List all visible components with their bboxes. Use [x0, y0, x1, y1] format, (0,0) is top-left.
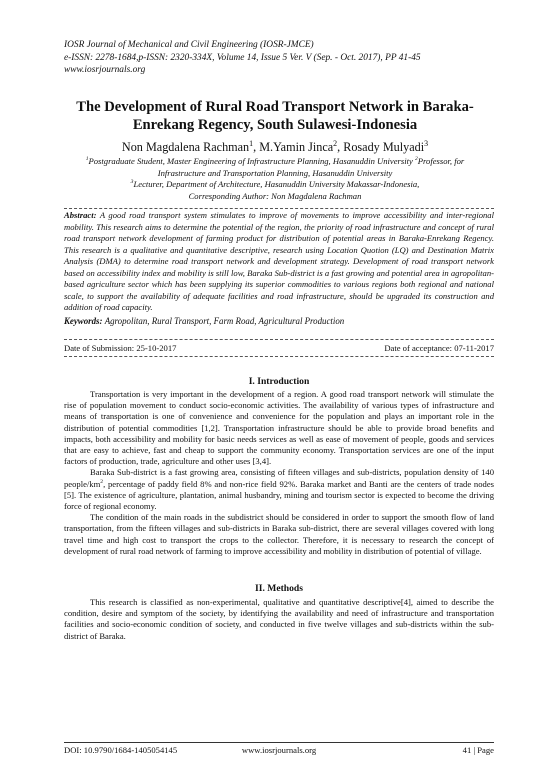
affiliation-line — [52, 179, 498, 191]
affiliation-line — [52, 156, 498, 168]
abstract-paragraph — [64, 210, 494, 314]
journal-issn: e-ISSN: 2278-1684,p-ISSN: 2320-334X, Volume 14, Issue 5 Ver. V (Sep. - Oct. 2017), PP 41-45 — [64, 52, 421, 63]
affiliation-text: Professor, for — [417, 156, 465, 166]
divider — [64, 356, 494, 357]
author-affil-mark: 2 — [333, 138, 338, 148]
affil-mark: 3 — [130, 179, 134, 186]
methods-body — [64, 597, 494, 642]
affiliation-text: Lecturer, Department of Architecture, Hasanuddin University Makassar-Indonesia, — [133, 179, 420, 190]
divider — [64, 339, 494, 340]
introduction-body — [64, 389, 494, 557]
date-of-acceptance: Date of acceptance: 07-11-2017 — [384, 343, 494, 353]
author-list: Non Magdalena Rachman$^1$, M.Yamin Jinca$^2$, Rosady Mulyadi$^3$ — [121, 138, 429, 154]
keywords — [64, 315, 494, 327]
paper-title: The Development of Rural Road Transport Network in Baraka-Enrekang Regency, South Sulawesi-Indonesia — [76, 99, 474, 133]
author-name: Non Magdalena Rachman — [121, 140, 250, 154]
footer-doi: DOI: 10.9790/1684-1405054145 — [64, 745, 178, 755]
affiliation-text: Postgraduate Student, Master Engineering of Infrastructure Planning, Hasanuddin University — [88, 156, 415, 166]
footer-page-number: 41 | Page — [462, 745, 494, 755]
paragraph: Transportation is very important in the development of a region. A good road transport network will stimulate the rise of population movement to conduct socio-economic activities. The availability of various types of infrastructure and means of transportation is one of convenience and convenience for the population and plays an important role in the distribution of potential commodities [1,2]. Transportation infrastructure should be able to provide broad benefits and impacts, both accessibility and mobility for basic needs services as well as ease of movement of people, goods and services that are easy to achieve, fast and cheap to support the community economy. Transportation services are one of the input factors of production, trade, agriculture and other uses [3,4]. — [64, 389, 494, 467]
affil-mark: 2 — [414, 156, 418, 163]
footer-url: www.iosrjournals.org — [241, 745, 317, 755]
affil-mark: 1 — [85, 156, 89, 163]
journal-website: www.iosrjournals.org — [64, 65, 146, 76]
paragraph — [64, 467, 494, 512]
corresponding-author: Corresponding Author: Non Magdalena Rachman — [188, 190, 362, 201]
journal-name: IOSR Journal of Mechanical and Civil Engineering (IOSR-JMCE) — [64, 40, 314, 50]
affiliations — [52, 156, 498, 202]
section-heading-introduction: I. Introduction — [248, 376, 310, 387]
keywords-label: Keywords: — [64, 315, 103, 326]
author-name: Rosady Mulyadi — [343, 140, 425, 154]
author-name: M.Yamin Jinca — [259, 140, 334, 154]
paragraph-text: Baraka Sub-district is a fast growing area, consisting of fifteen villages and sub-districts, population density of 140 people/km — [64, 467, 494, 489]
author-affil-mark: 1 — [249, 138, 254, 148]
superscript: 2 — [100, 478, 104, 485]
keywords-text: Agropolitan, Rural Transport, Farm Road, Agricultural Production — [104, 315, 345, 326]
section-heading-methods: II. Methods — [255, 583, 303, 594]
paragraph: The condition of the main roads in the subdistrict should be considered in order to support the smooth flow of land transportation, from the fifteen villages and sub-districts in Baraka sub-district, there are several villages covered with long travel time and high cost to transport the crops to the collector. Therefore, it is necessary to research the concept of development of rural road network of farming to improve accessibility and mobility in distribution of potential of village. — [64, 512, 494, 556]
divider — [64, 208, 494, 209]
abstract — [64, 210, 494, 327]
paragraph: This research is classified as non-experimental, qualitative and quantitative descriptive[4], aimed to describe the condition, desire and symptom of the society, by identifying the availability and need of infrastructure and transportation facilities and socio-economic condition of society, and conducted in five twelve villages and sub-districts within the sub-district of Baraka. — [64, 597, 494, 641]
abstract-text: A good road transport system stimulates to improve of movements to improve accessibility and inter-regional mobility. This research aims to determine the potential of the region, the priority of road infrastructure and concept of rural road transport network development of farming product for distribution of potential areas in Baraka-Enrekang Regency. This research is a qualitative and quantitative descriptive, research using Location Quotion (LQ) and Destination Matrix Analysis (DMA) to determine road transport network and development strategy. Development of road transport network based on accessibility index and mobility is still low, Baraka Sub-district is a fast growing and potential area in agropolitan-based agriculture sector which has been supplying its superior commodities to various regions both regional and national scale, to support the availability of adequate facilities and road infrastructure, should be upgraded its construction and addition of road capacity. — [64, 210, 494, 312]
affiliation-line: Infrastructure and Transportation Planning, Hasanuddin University — [157, 167, 393, 178]
paragraph-text: , percentage of paddy field 8% and non-rice field 92%. Baraka market and Banti are the centers of trade nodes [5]. The existence of agriculture, plantation, animal husbandry, mining and tourism sector is expected to become the driving force of regional economy. — [64, 478, 494, 512]
date-of-submission: Date of Submission: 25-10-2017 — [64, 343, 177, 353]
abstract-label: Abstract: — [64, 210, 97, 220]
footer-rule — [64, 742, 494, 743]
journal-header — [64, 39, 494, 77]
author-affil-mark: 3 — [424, 138, 429, 148]
